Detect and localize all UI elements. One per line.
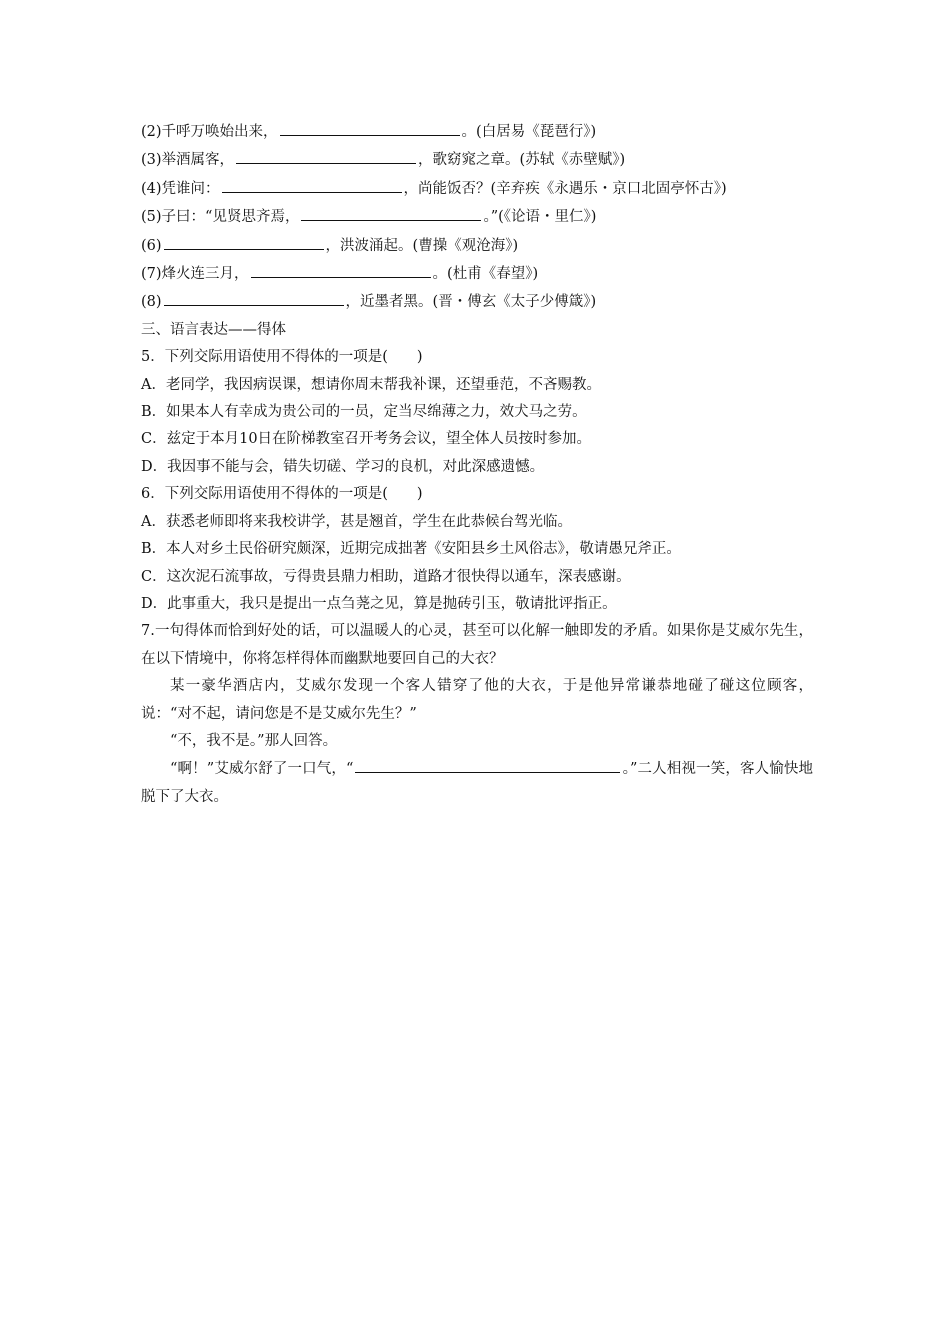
dictation-text: ，歌窈窕之章。(苏轼《赤壁赋》) — [418, 152, 626, 169]
dictation-text: (3)举酒属客， — [141, 152, 235, 169]
question-6-option-d: D．此事重大，我只是提出一点刍荛之见，算是抛砖引玉，敬请批评指正。 — [141, 595, 617, 612]
answer-blank[interactable] — [222, 175, 402, 193]
dictation-item-5 — [141, 203, 813, 231]
dictation-item-3 — [141, 146, 813, 174]
dictation-text: 。(白居易《琵琶行》) — [461, 124, 597, 140]
dictation-item-6 — [141, 232, 813, 260]
answer-blank[interactable] — [251, 260, 431, 278]
dictation-text: ，洪波涌起。(曹操《观沧海》) — [325, 237, 519, 254]
question-7-answer-line — [141, 755, 813, 811]
dictation-text: ，近墨者黑。(晋・傅玄《太子少傅箴》) — [345, 294, 597, 311]
dictation-text: ，尚能饭否？(辛弃疾《永遇乐・京口北固亭怀古》) — [403, 180, 727, 197]
answer-blank[interactable] — [164, 232, 324, 250]
question-6-option-a: A．获悉老师即将来我校讲学，甚是翘首，学生在此恭候台驾光临。 — [141, 513, 572, 530]
dictation-item-2 — [141, 118, 813, 146]
dictation-item-7 — [141, 260, 813, 288]
question-5-option-b: B．如果本人有幸成为贵公司的一员，定当尽绵薄之力，效犬马之劳。 — [141, 404, 587, 421]
dictation-text: (6) — [141, 237, 162, 254]
answer-blank[interactable] — [236, 146, 416, 164]
answer-blank[interactable] — [164, 288, 344, 306]
dictation-text: 。”(《论语・里仁》) — [483, 209, 597, 226]
question-7-scenario: 某一豪华酒店内，艾威尔发现一个客人错穿了他的大衣，于是他异常谦恭地碰了碰这位顾客，说：“对不起，请问您是不是艾威尔先生？” — [141, 678, 813, 722]
dialogue-text: 。”二人相视一笑，客人愉快地脱下了大衣。 — [141, 761, 813, 805]
question-5-stem: 5．下列交际用语使用不得体的一项是( ) — [141, 349, 423, 366]
question-7-dialogue: “不，我不是。”那人回答。 — [170, 732, 338, 749]
question-6-option-c: C．这次泥石流事故，亏得贵县鼎力相助，道路才很快得以通车，深表感谢。 — [141, 568, 631, 585]
question-6-stem: 6．下列交际用语使用不得体的一项是( ) — [141, 486, 423, 503]
dictation-text: (2)千呼万唤始出来， — [141, 124, 278, 140]
document-page — [141, 118, 813, 811]
question-5-option-d: D．我因事不能与会，错失切磋、学习的良机，对此深感遗憾。 — [141, 458, 545, 475]
dictation-item-8 — [141, 288, 813, 316]
answer-blank[interactable] — [280, 118, 460, 136]
dictation-item-4 — [141, 175, 813, 203]
question-5-option-a: A．老同学，我因病误课，想请你周末帮我补课，还望垂范，不吝赐教。 — [141, 376, 601, 393]
question-6-option-b: B．本人对乡土民俗研究颇深，近期完成拙著《安阳县乡土风俗志》，敬请愚兄斧正。 — [141, 541, 681, 558]
answer-blank[interactable] — [355, 755, 620, 773]
question-7-stem: 7.一句得体而恰到好处的话，可以温暖人的心灵，甚至可以化解一触即发的矛盾。如果你是艾威尔先生，在以下情境中，你将怎样得体而幽默地要回自己的大衣？ — [141, 623, 813, 667]
dictation-text: (5)子曰：“见贤思齐焉， — [141, 209, 300, 226]
dialogue-text: “啊！”艾威尔舒了一口气，“ — [170, 761, 354, 778]
dictation-text: 。(杜甫《春望》) — [432, 266, 539, 283]
dictation-text: (8) — [141, 294, 162, 311]
answer-blank[interactable] — [301, 203, 481, 221]
section-title: 三、语言表达——得体 — [141, 321, 286, 338]
dictation-text: (7)烽火连三月， — [141, 266, 249, 283]
question-5-option-c: C．兹定于本月10日在阶梯教室召开考务会议，望全体人员按时参加。 — [141, 431, 592, 448]
dictation-text: (4)凭谁问： — [141, 180, 220, 197]
